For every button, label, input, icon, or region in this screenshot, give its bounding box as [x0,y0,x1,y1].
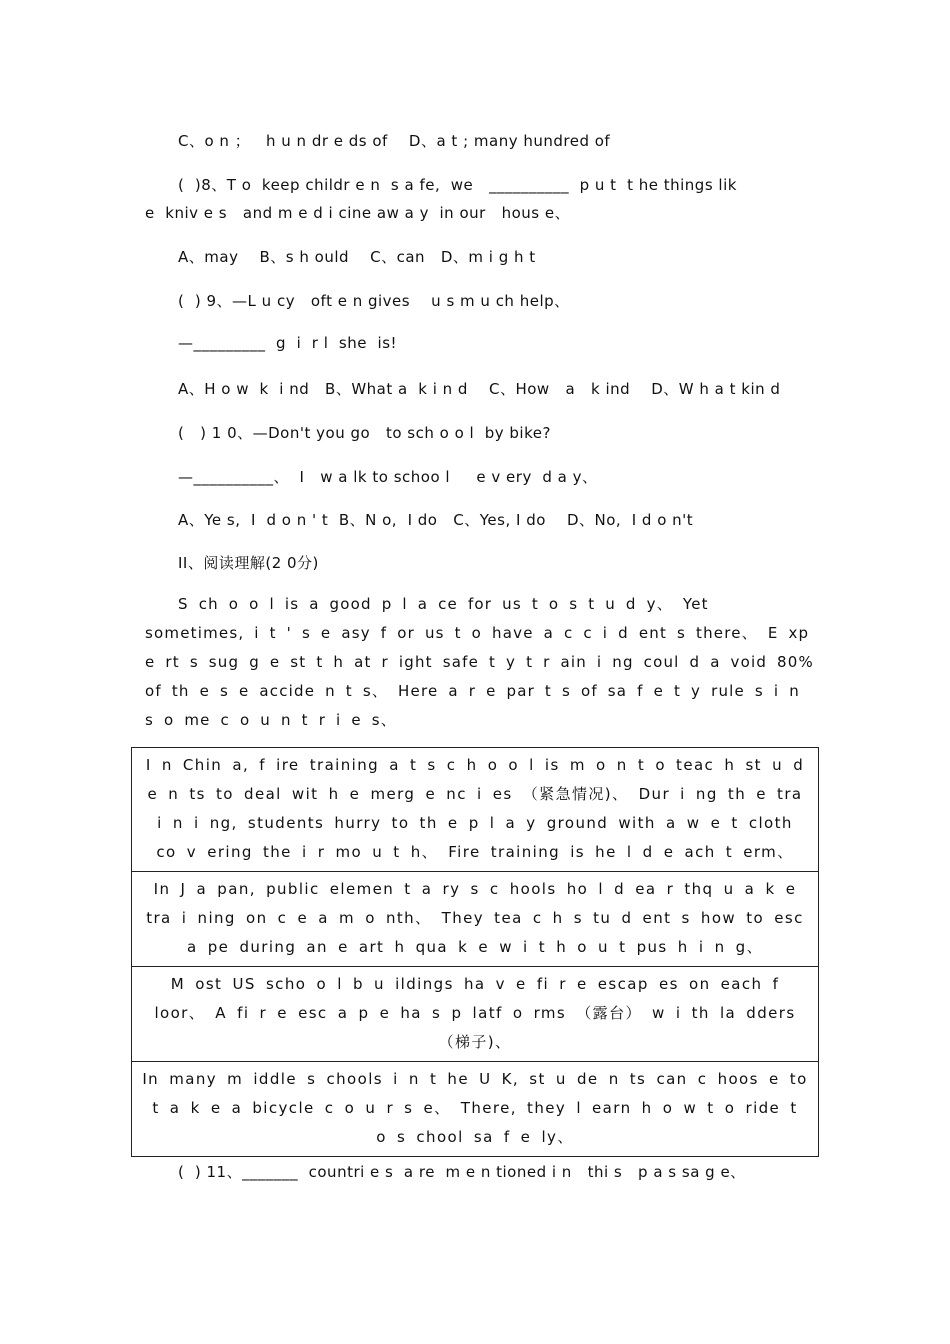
table-row [132,748,819,872]
table-row [132,967,819,1062]
reading-passage: S ch o o l is a good p l a ce for us t o s t u d y、 Yet sometimes, i t ' s e asy f or us t o have a c c i d ent s there、 E xp e rt s sug g e st t h at r ight safe t y t r ain i ng coul d a void 80% of th e s e accide n t s、 Here a r e par t s of sa f e t y rule s i n s o me c o u n t r i e s、 [145,595,815,729]
safety-rules-table [131,747,819,1157]
table-row [132,872,819,967]
rule-china: I n Chin a, f ire training a t s c h o o l is m o n t o teac h st u d e n ts to deal wit h e merg e nc i es （紧急情况)、 Dur i ng th e tra i n i ng, students hurry to th e p l a y ground with a w e t cloth co v ering the i r mo u t h、 Fire training is he l d e ach t erm、 [132,748,819,872]
q8-question-line1: ( )8、T o keep childr e n s a fe, we __________ p u t t he things lik [178,176,737,194]
rule-japan: In J a pan, public elemen t a ry s c hools ho l d ea r thq u a k e tra i ning on c e a m o nth、 They tea c h s tu d ent s how to esc a pe during an e art h qua k e w i t h o u t pus h i n g、 [132,872,819,967]
q10-response: —__________、 I w a lk to schoo l e v ery d a y、 [178,468,598,486]
rule-uk: In many m iddle s chools i n t he U K, st u de n ts can c hoos e to t a k e a bicycle c o u r s e、 There, they l earn h o w t o ride t o s chool sa f e ly、 [132,1062,819,1157]
rule-us: M ost US scho o l b u ildings ha v e fi r e escap es on each f loor、 A fi r e esc a p e ha s p latf o rms （露台） w i th la dders （梯子)、 [132,967,819,1062]
q10-options: A、Ye s, I d o n ' t B、N o, I do C、Yes, I do D、No, I d o n't [178,511,694,529]
section-heading-reading: II、阅读理解(2 0分) [178,554,319,572]
table-row [132,1062,819,1157]
q7-options: C、o n ； h u n dr e ds of D、a t ; many hundred of [178,132,611,150]
q9-options: A、H o w k i nd B、What a k i n d C、How a k ind D、W h a t kin d [178,380,781,398]
q11-question: ( ) 11、_______ countri e s a re m e n tioned i n thi s p a s sa g e、 [178,1163,746,1181]
q8-question-line2: e kniv e s and m e d i cine aw a y in our hous e、 [145,204,571,222]
q9-question: ( ) 9、—L u cy oft e n gives u s m u ch help、 [178,292,570,310]
q10-question: ( ) 1 0、—Don't you go to sch o o l by bike? [178,424,551,442]
q9-response: —_________ g i r l she is! [178,334,398,352]
q8-options: A、may B、s h ould C、can D、m i g h t [178,248,536,266]
